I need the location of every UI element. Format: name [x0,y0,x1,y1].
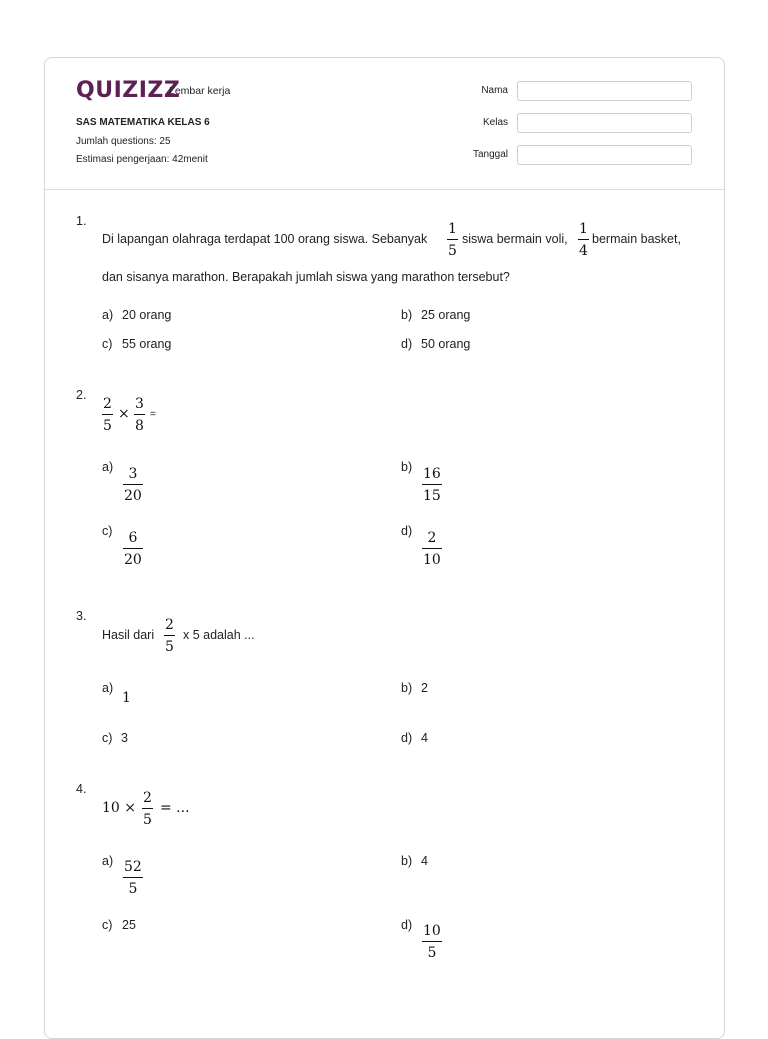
class-label: Kelas [482,117,508,128]
option-b[interactable]: 2 [421,681,428,695]
expression-tail: = ... [160,800,190,816]
question-number: 1. [76,214,87,228]
option-label: d) [401,731,413,745]
sheet-label: Lembar kerja [169,85,231,97]
question-text: Hasil dari [102,628,155,642]
option-a[interactable]: 1 [122,690,131,706]
option-b[interactable]: 4 [421,854,428,868]
date-label: Tanggal [472,149,508,160]
quizizz-logo: QUIZIZZ [76,78,181,103]
question-number: 4. [76,782,87,796]
option-d[interactable]: 4 [421,731,428,745]
option-label: d) [401,524,413,538]
question-text: Di lapangan olahraga terdapat 100 orang siswa. Sebanyak [102,232,428,246]
option-label: a) [102,308,114,322]
option-b[interactable]: 25 orang [421,308,471,322]
option-c[interactable]: 25 [122,918,136,932]
question-text: x 5 adalah ... [183,628,255,642]
question-text: dan sisanya marathon. Berapakah jumlah siswa yang marathon tersebut? [102,270,510,284]
times-sign: × [118,406,130,422]
worksheet-card [44,57,725,1039]
option-c[interactable]: 55 orang [122,337,172,351]
time-estimate: Estimasi pengerjaan: 42menit [76,154,208,165]
option-label: a) [102,460,114,474]
option-d[interactable]: 2 10 [423,530,441,568]
option-label: b) [401,681,413,695]
option-a[interactable]: 3 20 [124,466,142,504]
question-text: siswa bermain voli, [462,232,568,246]
option-label: c) [102,337,113,351]
question-number: 3. [76,609,87,623]
worksheet-title: SAS MATEMATIKA KELAS 6 [76,117,210,128]
option-label: a) [102,854,114,868]
question-text: bermain basket, [592,232,681,246]
option-label: b) [401,308,413,322]
question-number: 2. [76,388,87,402]
fraction: 1 5 [448,221,457,259]
fraction: 2 5 [143,790,152,828]
option-c[interactable]: 3 [121,731,128,745]
name-label: Nama [481,85,508,96]
class-field[interactable] [517,113,692,133]
option-label: c) [102,918,113,932]
option-label: c) [102,524,113,538]
option-label: a) [102,681,114,695]
option-label: b) [401,460,413,474]
fraction: 2 5 [103,396,112,434]
option-label: d) [401,337,413,351]
option-a[interactable]: 20 orang [122,308,172,322]
option-d[interactable]: 50 orang [421,337,471,351]
option-label: b) [401,854,413,868]
fraction: 3 8 [135,396,144,434]
name-field[interactable] [517,81,692,101]
header-divider [45,189,724,190]
expression-lead: 10 × [102,800,136,816]
option-d[interactable]: 10 5 [423,923,441,961]
option-label: d) [401,918,413,932]
question-count: Jumlah questions: 25 [76,136,171,147]
option-b[interactable]: 16 15 [423,466,441,504]
fraction: 2 5 [165,617,174,655]
option-c[interactable]: 6 20 [124,530,142,568]
option-label: c) [102,731,113,745]
fraction: 1 4 [579,221,588,259]
option-a[interactable]: 52 5 [124,859,142,897]
equals-sign: = [150,409,156,420]
date-field[interactable] [517,145,692,165]
